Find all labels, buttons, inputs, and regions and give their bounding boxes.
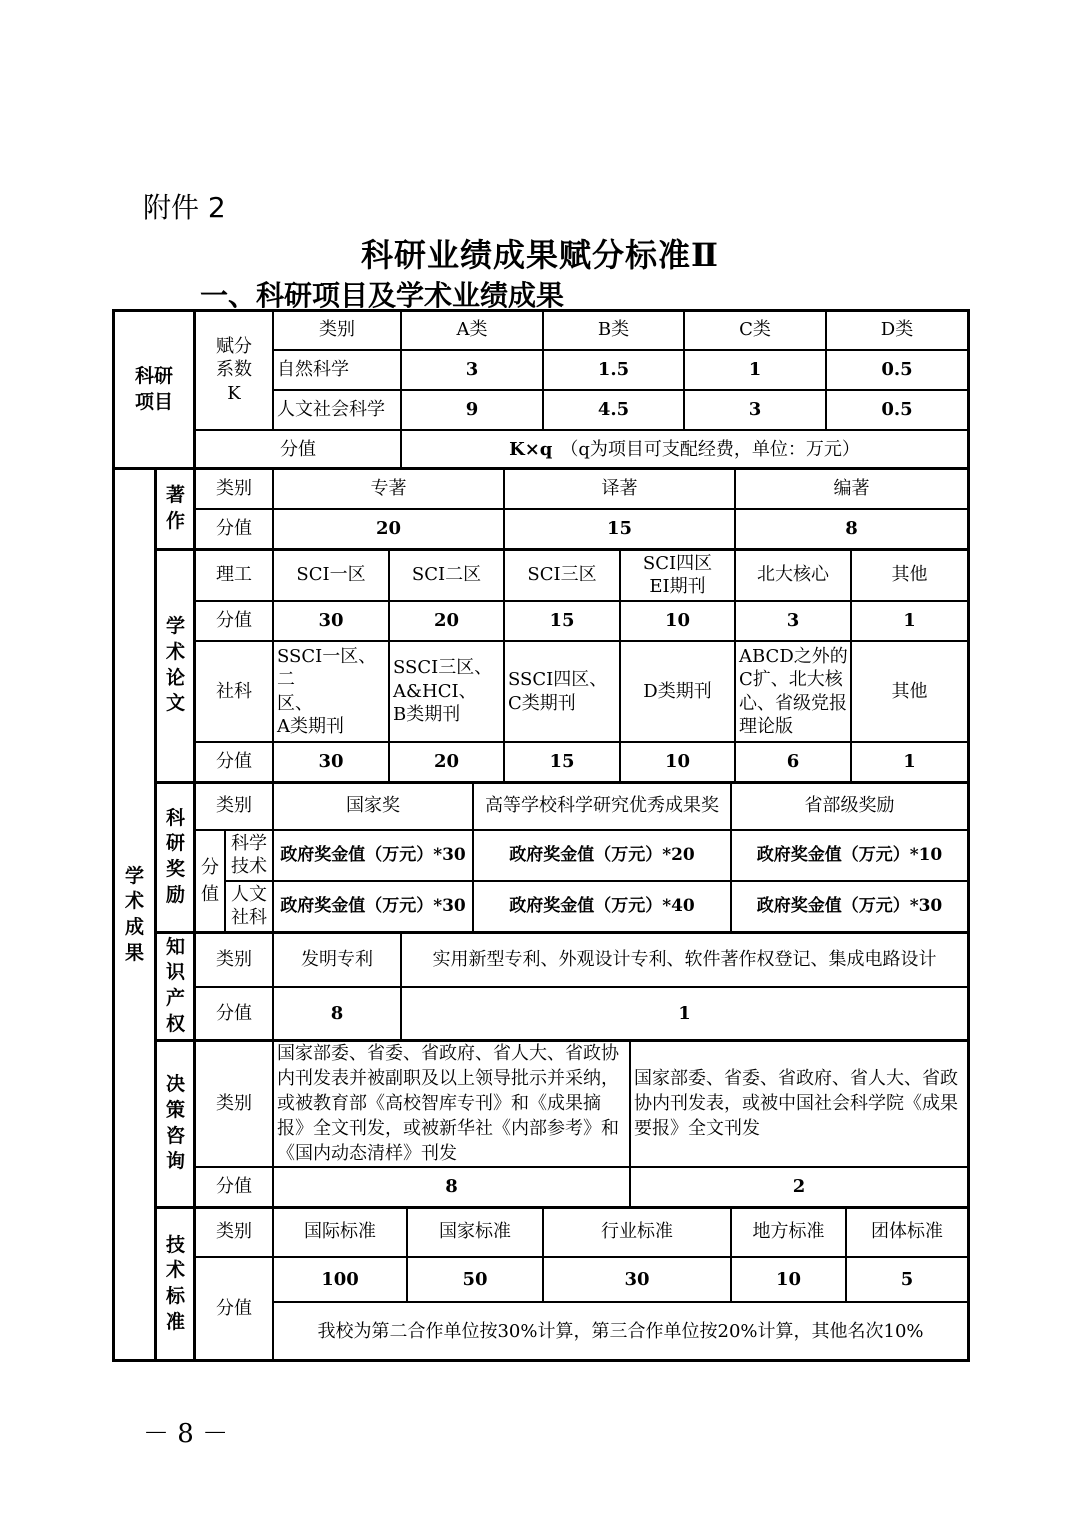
attachment-label: 附件 2 [143,191,226,224]
project-score-label: 分值 [195,430,401,469]
award-score: 政府奖金值（万元）*30 [731,881,968,932]
sci-eng-label: 理工 [195,549,273,601]
award-type: 省部级奖励 [731,782,968,830]
sci-paper-score: 3 [735,601,851,641]
sci-paper-score: 15 [504,601,620,641]
standards-label: 技 术 标 准 [156,1207,195,1361]
soc-paper-score: 20 [389,742,504,782]
academic-results-label: 学 术 成 果 [113,469,156,1361]
standard-score: 50 [407,1257,543,1302]
soc-paper-type: SSCI一区、二 区、 A类期刊 [273,641,389,742]
award-type: 国家奖 [273,782,473,830]
sci-paper-type: 其他 [851,549,968,601]
consult-score: 8 [273,1167,630,1207]
award-score: 政府奖金值（万元）*40 [473,881,731,932]
consult-type: 国家部委、省委、省政府、省人大、省政协内刊发表并被副职及以上领导批示并采纳，或被教育部《高校智库专刊》和《成果摘报》全文刊发，或被新华社《内部参考》和《国内动态清样》刊发 [273,1040,630,1167]
score-label: 分值 [195,1167,273,1207]
soc-paper-score: 10 [620,742,735,782]
coef-cell: 4.5 [543,390,684,430]
standard-score: 10 [731,1257,846,1302]
section-divider [155,1206,970,1209]
coef-cell: 0.5 [826,390,968,430]
score-label: 分值 [195,601,273,641]
ip-type: 实用新型专利、外观设计专利、软件著作权登记、集成电路设计 [401,932,968,987]
coef-cell: 0.5 [826,350,968,390]
score-label: 分值 [195,1257,273,1361]
sci-paper-type: SCI四区 EI期刊 [620,549,735,601]
soc-paper-score: 6 [735,742,851,782]
sci-paper-score: 1 [851,601,968,641]
sci-paper-type: 北大核心 [735,549,851,601]
section-heading: 一、科研项目及学术业绩成果 [200,279,565,312]
papers-label: 学 术 论 文 [156,549,195,782]
project-col-header: 类别 [273,310,401,350]
sci-paper-score: 10 [620,601,735,641]
formula-note: （q为项目可支配经费，单位：万元） [560,438,860,460]
natural-science-label: 自然科学 [273,350,401,390]
soc-paper-type: 其他 [851,641,968,742]
column-divider [154,467,157,1362]
standards-note: 我校为第二合作单位按30%计算，第三合作单位按20%计算，其他名次10% [273,1302,968,1361]
soc-paper-score: 1 [851,742,968,782]
standard-type: 团体标准 [846,1207,968,1257]
coef-cell: 3 [684,390,826,430]
soc-paper-score: 15 [504,742,620,782]
ip-type: 发明专利 [273,932,401,987]
soc-paper-score: 30 [273,742,389,782]
coef-cell: 3 [401,350,543,390]
column-divider [193,309,196,1362]
consult-type: 国家部委、省委、省政府、省人大、省政协内刊发表，或被中国社会科学院《成果要报》全文刊发 [630,1040,968,1167]
category-label: 类别 [195,782,273,830]
standard-score: 5 [846,1257,968,1302]
soc-paper-type: D类期刊 [620,641,735,742]
standard-score: 100 [273,1257,407,1302]
standard-type: 地方标准 [731,1207,846,1257]
soc-paper-type: SSCI三区、 A&HCI、 B类期刊 [389,641,504,742]
section-divider [155,1039,970,1042]
humanities-label: 人文 社科 [225,881,273,932]
project-formula [401,430,968,469]
ip-score: 1 [401,987,968,1040]
awards-label: 科 研 奖 励 [156,782,195,932]
award-score-label: 分 值 [195,830,225,932]
section-divider [112,467,970,470]
sci-paper-score: 30 [273,601,389,641]
standard-score: 30 [543,1257,731,1302]
category-label: 类别 [195,1207,273,1257]
page-number: － 8 － [143,1419,229,1449]
score-label: 分值 [195,509,273,549]
award-score: 政府奖金值（万元）*30 [273,830,473,881]
standard-type: 行业标准 [543,1207,731,1257]
formula-expression: K×q [509,438,553,460]
award-score: 政府奖金值（万元）*20 [473,830,731,881]
score-label: 分值 [195,742,273,782]
score-label: 分值 [195,987,273,1040]
sci-paper-type: SCI三区 [504,549,620,601]
book-type: 译著 [504,469,735,509]
section-divider [155,781,970,784]
book-score: 20 [273,509,504,549]
book-type: 专著 [273,469,504,509]
sci-paper-score: 20 [389,601,504,641]
award-score: 政府奖金值（万元）*30 [273,881,473,932]
document-title: 科研业绩成果赋分标准Ⅱ [361,236,719,274]
books-label: 著 作 [156,469,195,549]
book-score: 15 [504,509,735,549]
section-divider [155,931,970,934]
soc-paper-type: SSCI四区、 C类期刊 [504,641,620,742]
coef-cell: 9 [401,390,543,430]
standard-type: 国际标准 [273,1207,407,1257]
category-label: 类别 [195,932,273,987]
coefficient-label: 赋分 系数 K [195,310,273,430]
social-science-label: 人文社会科学 [273,390,401,430]
ip-score: 8 [273,987,401,1040]
sci-paper-type: SCI一区 [273,549,389,601]
class-b-header: B类 [543,310,684,350]
coef-cell: 1.5 [543,350,684,390]
book-score: 8 [735,509,968,549]
sci-tech-label: 科学 技术 [225,830,273,881]
ip-label: 知 识 产 权 [156,932,195,1040]
book-type: 编著 [735,469,968,509]
research-project-label: 科研 项目 [113,310,195,469]
soc-paper-type: ABCD之外的 C扩、北大核 心、省级党报 理论版 [735,641,851,742]
award-type: 高等学校科学研究优秀成果奖 [473,782,731,830]
category-label: 类别 [195,1040,273,1167]
standard-type: 国家标准 [407,1207,543,1257]
category-label: 类别 [195,469,273,509]
class-c-header: C类 [684,310,826,350]
consult-score: 2 [630,1167,968,1207]
class-d-header: D类 [826,310,968,350]
sci-paper-type: SCI二区 [389,549,504,601]
section-divider [155,548,970,551]
consulting-label: 决 策 咨 询 [156,1040,195,1207]
award-score: 政府奖金值（万元）*10 [731,830,968,881]
class-a-header: A类 [401,310,543,350]
coef-cell: 1 [684,350,826,390]
social-sci-label: 社科 [195,641,273,742]
